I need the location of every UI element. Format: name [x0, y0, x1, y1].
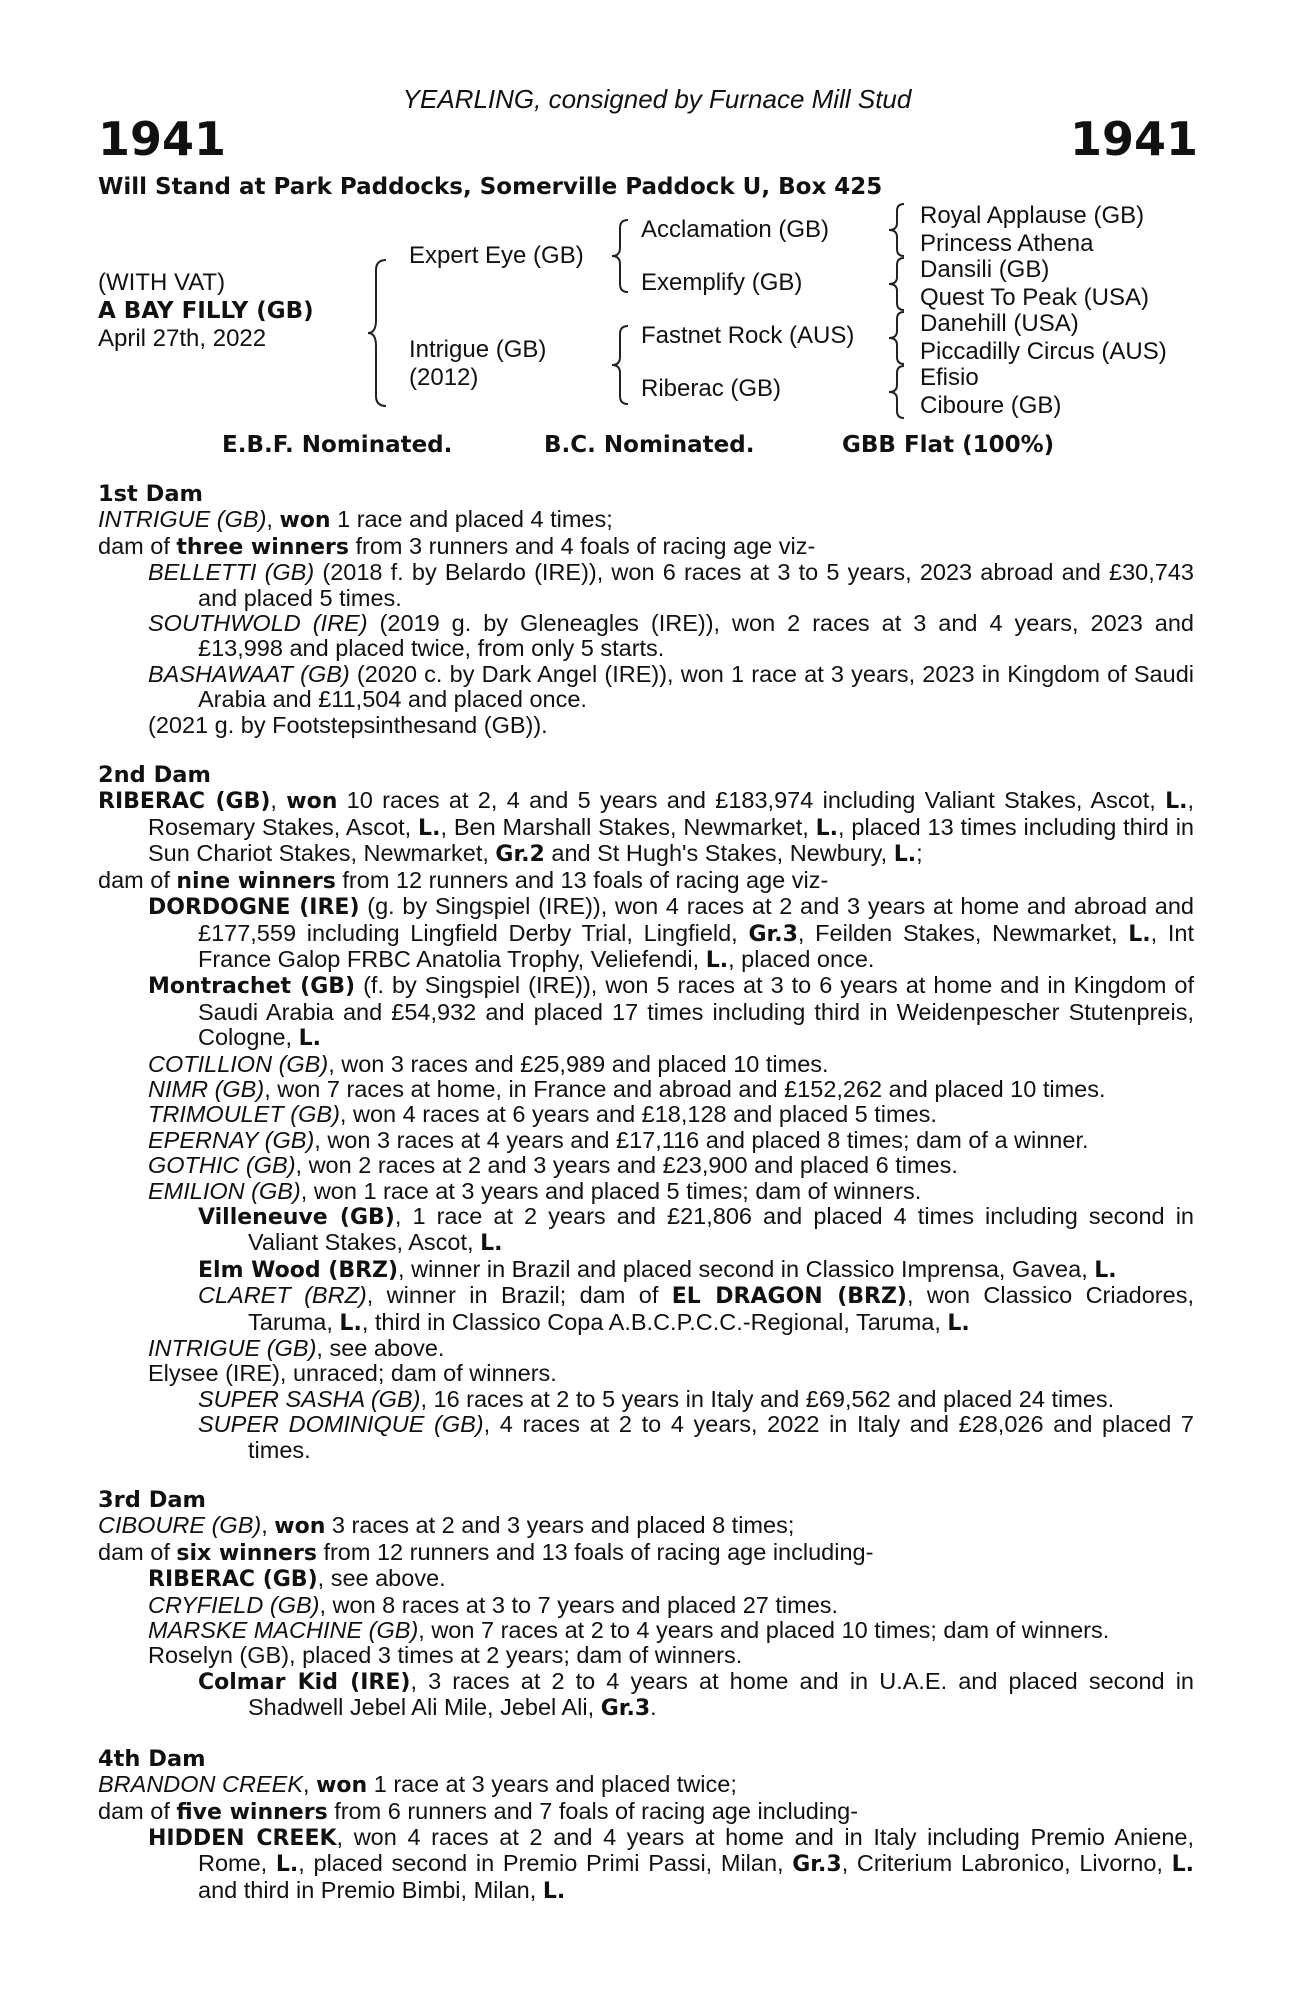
lot-number-right: 1941 [1069, 112, 1198, 166]
stand-location: Will Stand at Park Paddocks, Somerville Paddock U, Box 425 [98, 174, 883, 200]
sire-name: Expert Eye (GB) [409, 242, 584, 269]
section-gap [98, 1463, 1194, 1488]
brace-ss [888, 202, 910, 258]
first-dam-section [98, 482, 1194, 738]
dd-dam: Ciboure (GB) [920, 392, 1062, 419]
produce-entry: BASHAWAAT (GB) (2020 c. by Dark Angel (IRE)), won 1 race at 3 years, 2023 in Kingdom of Saudi Arabia and £11,504 and placed once. [148, 660, 1194, 713]
produce-summary: dam of five winners from 6 runners and 7 foals of racing age including- [98, 1797, 859, 1825]
produce-summary: dam of three winners from 3 runners and 4 foals of racing age viz- [98, 532, 816, 560]
gbb-nomination: GBB Flat (100%) [842, 432, 1055, 458]
grand-produce-entry: Villeneuve (GB), 1 race at 2 years and £21,806 and placed 4 times including second in Valiant Stakes, Ascot, L. [198, 1202, 1194, 1257]
second-dam-section [98, 763, 1194, 1463]
produce-entry: INTRIGUE (GB), see above. [148, 1335, 445, 1361]
grand-produce-entry: SUPER SASHA (GB), 16 races at 2 to 5 years in Italy and £69,562 and placed 24 times. [198, 1385, 1115, 1412]
sd-dam: Quest To Peak (USA) [920, 284, 1149, 311]
brace-main [368, 258, 392, 408]
horse-name: A BAY FILLY (GB) [98, 298, 314, 324]
catalogue-body [98, 482, 1194, 1904]
third-dam-section [98, 1488, 1194, 1722]
produce-entry: BELLETTI (GB) (2018 f. by Belardo (IRE)), won 6 races at 3 to 5 years, 2023 abroad and £30,743 and placed 5 times. [148, 559, 1194, 611]
brace-dd [888, 364, 910, 420]
brace-ds [888, 310, 910, 366]
vat-note: (WITH VAT) [98, 269, 226, 296]
fourth-dam-section [98, 1747, 1194, 1904]
produce-entry: Roselyn (GB), placed 3 times at 2 years; dam of winners. [148, 1642, 743, 1669]
ss-dam: Princess Athena [920, 230, 1094, 257]
sd-sire: Dansili (GB) [920, 256, 1050, 283]
brace-sire [612, 218, 632, 294]
produce-entry: Elysee (IRE), unraced; dam of winners. [148, 1360, 557, 1387]
produce-entry: COTILLION (GB), won 3 races and £25,989 and placed 10 times. [148, 1050, 829, 1077]
produce-entry: TRIMOULET (GB), won 4 races at 6 years and £18,128 and placed 5 times. [148, 1101, 937, 1128]
dam-line: BRANDON CREEK, won 1 race at 3 years and placed twice; [98, 1771, 737, 1799]
lot-number-left: 1941 [98, 112, 227, 166]
produce-entry: RIBERAC (GB), see above. [148, 1565, 446, 1593]
ds-dam: Piccadilly Circus (AUS) [920, 338, 1167, 365]
dam-name: Intrigue (GB) [409, 336, 547, 363]
produce-entry: DORDOGNE (IRE) (g. by Singspiel (IRE)), won 4 races at 2 and 3 years at home and abroad and £177,559 including Lingfield Derby Trial, Lingfield, Gr.3, Feilden Stakes, Newmarket, L., Int France Galop FRBC Anatolia Trophy, Veliefendi, L., placed once. [148, 893, 1195, 973]
produce-entry: EPERNAY (GB), won 3 races at 4 years and £17,116 and placed 8 times; dam of a winner. [148, 1126, 1089, 1153]
ds-sire: Danehill (USA) [920, 310, 1079, 337]
produce-entry: EMILION (GB), won 1 race at 3 years and placed 5 times; dam of winners. [148, 1177, 922, 1204]
grand-produce-entry: CLARET (BRZ), winner in Brazil; dam of EL DRAGON (BRZ), won Classico Criadores, Taruma, L., third in Classico Copa A.B.C.P.C.C.-Regional, Taruma, L. [198, 1282, 1194, 1336]
ss-sire: Royal Applause (GB) [920, 202, 1145, 229]
dam-line: INTRIGUE (GB), won 1 race and placed 4 times; [98, 506, 613, 534]
section-heading: 2nd Dam [98, 762, 211, 789]
produce-entry: (2021 g. by Footstepsinthesand (GB)). [148, 711, 548, 738]
produce-entry: GOTHIC (GB), won 2 races at 2 and 3 years and £23,900 and placed 6 times. [148, 1152, 958, 1179]
section-gap [98, 1722, 1194, 1747]
sire-sire: Acclamation (GB) [641, 216, 830, 243]
produce-entry: CRYFIELD (GB), won 8 races at 3 to 7 years and placed 27 times. [148, 1591, 839, 1618]
grand-produce-entry: Colmar Kid (IRE), 3 races at 2 to 4 years at home and in U.A.E. and placed second in Shadwell Jebel Ali Mile, Jebel Ali, Gr.3. [198, 1667, 1194, 1722]
sire-dam: Exemplify (GB) [641, 269, 803, 296]
grand-produce-entry: SUPER DOMINIQUE (GB), 4 races at 2 to 4 years, 2022 in Italy and £28,026 and placed 7 times. [198, 1411, 1194, 1463]
produce-entry: MARSKE MACHINE (GB), won 7 races at 2 to 4 years and placed 10 times; dam of winners. [148, 1617, 1110, 1644]
section-gap [98, 738, 1194, 763]
section-heading: 4th Dam [98, 1745, 206, 1772]
produce-summary: dam of six winners from 12 runners and 13 foals of racing age including- [98, 1538, 874, 1566]
ebf-nomination: E.B.F. Nominated. [222, 432, 453, 458]
produce-entry: SOUTHWOLD (IRE) (2019 g. by Gleneagles (IRE)), won 2 races at 3 and 4 years, 2023 and £13,998 and placed twice, from only 5 starts. [148, 610, 1194, 662]
produce-entry: NIMR (GB), won 7 races at home, in France and abroad and £152,262 and placed 10 times. [148, 1075, 1106, 1102]
section-heading: 1st Dam [98, 481, 203, 507]
dd-sire: Efisio [920, 364, 979, 391]
consignor-line: YEARLING, consigned by Furnace Mill Stud [402, 84, 912, 114]
dam-sire: Fastnet Rock (AUS) [641, 322, 855, 349]
foaling-date: April 27th, 2022 [98, 325, 267, 352]
produce-entry: HIDDEN CREEK, won 4 races at 2 and 4 years at home and in Italy including Premio Aniene, Rome, L., placed second in Premio Primi Passi, Milan, Gr.3, Criterium Labronico, Livorno, L. and third in Premio Bimbi, Milan, L. [148, 1823, 1194, 1904]
brace-sd [888, 256, 910, 312]
section-heading: 3rd Dam [98, 1487, 206, 1514]
dam-dam: Riberac (GB) [641, 375, 782, 402]
produce-entry: Montrachet (GB) (f. by Singspiel (IRE)), won 5 races at 3 to 6 years at home and in Kingdom of Saudi Arabia and £54,932 and placed 17 times including third in Weidenpescher Stutenpreis, Cologne, L. [148, 972, 1194, 1052]
grand-produce-entry: Elm Wood (BRZ), winner in Brazil and placed second in Classico Imprensa, Gavea, L. [198, 1255, 1117, 1283]
dam-line: RIBERAC (GB), won 10 races at 2, 4 and 5 years and £183,974 including Valiant Stakes, Ascot, L., Rosemary Stakes, Ascot, L., Ben Marshall Stakes, Newmarket, L., placed 13 times including third in Sun Chariot Stakes, Newmarket, Gr.2 and St Hugh's Stakes, Newbury, L.; [98, 787, 1195, 868]
dam-line: CIBOURE (GB), won 3 races at 2 and 3 years and placed 8 times; [98, 1512, 795, 1540]
dam-year: (2012) [409, 364, 479, 391]
brace-dam [612, 324, 632, 406]
bc-nomination: B.C. Nominated. [544, 432, 755, 458]
produce-summary: dam of nine winners from 12 runners and 13 foals of racing age viz- [98, 866, 829, 894]
